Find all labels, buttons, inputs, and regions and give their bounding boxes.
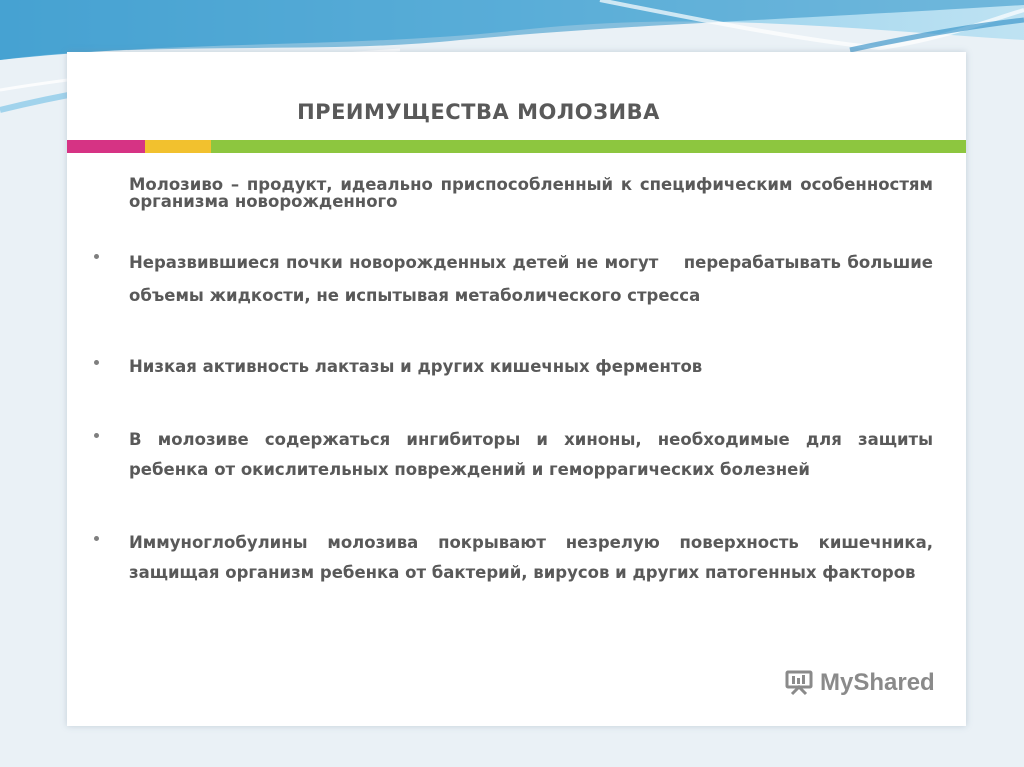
myshared-logo[interactable]	[784, 666, 935, 700]
title-color-bar	[67, 140, 966, 153]
slide-title: ПРЕИМУЩЕСТВА МОЛОЗИВА	[297, 100, 660, 124]
list-item	[129, 528, 933, 588]
intro-paragraph: Молозиво – продукт, идеально приспособленный к специфическим особенностям организма новорожденного	[129, 175, 933, 211]
color-bar-yellow	[145, 140, 211, 153]
color-bar-pink	[67, 140, 145, 153]
list-item	[129, 352, 933, 382]
bullet-dot-icon	[94, 433, 99, 438]
list-item	[129, 425, 933, 485]
bullet-dot-icon	[94, 536, 99, 541]
slide-content	[129, 175, 939, 588]
logo-text: MyShared	[820, 669, 935, 696]
presentation-board-icon	[784, 668, 814, 698]
bullet-text: Неразвившиеся почки новорожденных детей не могут перерабатывать большие объемы жидкости, не испытывая метаболического стресса	[129, 253, 939, 305]
list-item	[129, 246, 939, 312]
bullet-text: Иммуноглобулины молозива покрывают незрелую поверхность кишечника, защищая организм ребенка от бактерий, вирусов и других патогенных факторов	[129, 533, 933, 582]
bullet-text: В молозиве содержаться ингибиторы и хиноны, необходимые для защиты ребенка от окислительных повреждений и геморрагических болезней	[129, 430, 933, 479]
slide-card	[67, 52, 966, 726]
bullet-list	[129, 246, 939, 588]
color-bar-green	[211, 140, 966, 153]
bullet-dot-icon	[94, 360, 99, 365]
bullet-dot-icon	[94, 254, 99, 259]
bullet-text: Низкая активность лактазы и других кишечных ферментов	[129, 357, 703, 376]
